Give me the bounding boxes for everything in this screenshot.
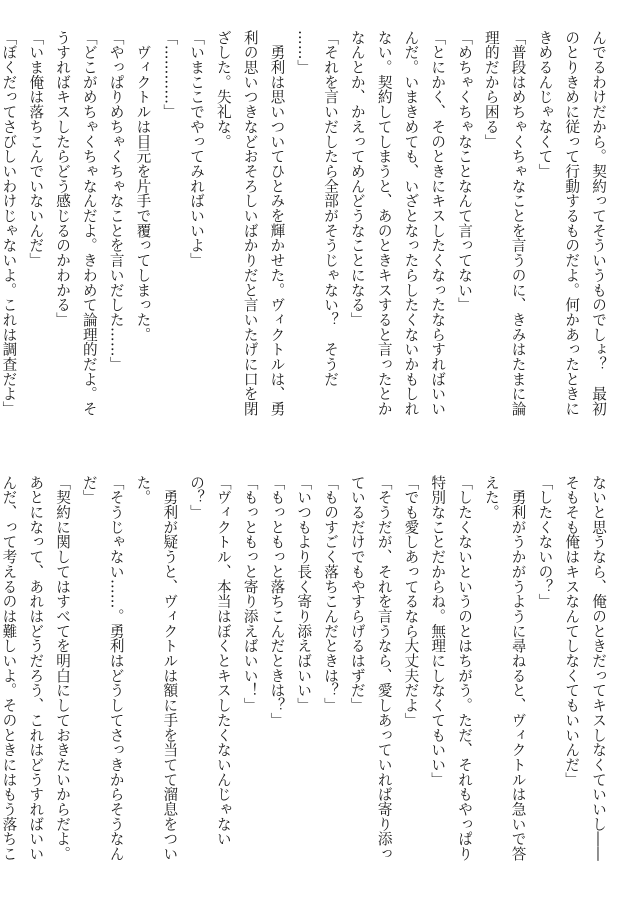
- text-line: 「そうじゃない……。勇利はどうしてさっきからそうなん: [107, 475, 125, 862]
- text-line: 「ぼくだってさびしいわけじゃないよ。これは調査だよ」: [0, 30, 18, 417]
- text-line: えた。: [482, 475, 500, 520]
- text-line: 「もっともっと落ちこんだときは？」: [268, 475, 286, 728]
- text-line: んでるわけだから。契約ってそういうものでしょ？ 最初: [590, 30, 607, 417]
- text-line: んだ。いまきめても、いざとなったらしたくないかもしれ: [402, 30, 420, 417]
- text-line: 勇利が疑うと、ヴィクトルは額に手を当てて溜息をつい: [161, 475, 179, 862]
- text-line: ……」: [295, 30, 313, 75]
- text-line: 「もっともっと寄り添えばいい！」: [241, 475, 259, 713]
- text-line: 「とにかく、そのときにキスしたくなったならすればいい: [429, 30, 447, 417]
- text-line: のとりきめに従って行動するものだよ。何かあったときに: [563, 30, 581, 417]
- text-line: 「したくないの？」: [536, 475, 554, 609]
- lower-text-block: [0, 475, 611, 885]
- text-line: 「めちゃくちゃなことなんて言ってない」: [456, 30, 474, 313]
- text-line: 理的だから困る」: [482, 30, 500, 149]
- text-line: 特別なことだからね。無理にしなくてもいい」: [429, 475, 447, 787]
- text-line: ているだけでもやすらげるはずだ」: [348, 475, 366, 713]
- text-line: ない。契約してしまうと、あのときキスすると言ったとか: [375, 30, 393, 417]
- text-line: 勇利は思いついてひとみを輝かせた。ヴィクトルは、勇: [268, 30, 286, 417]
- text-line: うすればキスしたらどう感じるのかわかる」: [54, 30, 72, 327]
- text-line: 「いつもより長く寄り添えばいい」: [295, 475, 313, 713]
- text-line: なんとか、かえってめんどうなことになる」: [348, 30, 366, 327]
- text-line: 「ものすごく落ちこんだときは？」: [322, 475, 340, 713]
- text-line: んだ、って考えるのは難しいよ。そのときにはもう落ちこ: [0, 475, 18, 862]
- text-line: た。: [134, 475, 152, 505]
- text-line: 「ヴィクトル、本当はぼくとキスしたくないんじゃない: [214, 475, 232, 847]
- text-line: 利の思いつきなどおそろしいばかりだと言いたげに口を閉: [241, 30, 259, 417]
- text-line: 「いま俺は落ちこんでいないんだ」: [27, 30, 45, 268]
- text-line: 「普段はめちゃくちゃなことを言うのに、きみはたまに論: [509, 30, 527, 417]
- text-line: 「それを言いだしたら全部がそうじゃない？ そうだ: [322, 30, 340, 387]
- text-line: きめるんじゃなくて」: [536, 30, 554, 179]
- text-line: だ」: [80, 475, 98, 505]
- text-line: そもそも俺はキスなんてしなくてもいいんだ」: [563, 475, 581, 787]
- text-line: ヴィクトルは目元を片手で覆ってしまった。: [134, 30, 152, 342]
- text-line: あとになって、あれはどうだろう、これはどうすればいい: [27, 475, 45, 862]
- text-line: の？」: [188, 475, 206, 520]
- upper-text-block: [0, 30, 611, 440]
- text-line: 「でも愛しあってるなら大丈夫だよ」: [402, 475, 420, 728]
- text-line: 「そうだが、それを言うなら、愛しあっていれば寄り添っ: [375, 475, 393, 862]
- text-line: ないと思うなら、俺のときだってキスしなくていいし――: [590, 475, 607, 862]
- text-line: 「やっぱりめちゃくちゃなことを言いだした……」: [107, 30, 125, 372]
- text-line: 勇利がうかがうように尋ねると、ヴィクトルは急いで答: [509, 475, 527, 862]
- text-line: 「どこがめちゃくちゃなんだよ。きわめて論理的だよ。そ: [80, 30, 98, 417]
- text-line: 「契約に関してはすべてを明白にしておきたいからだよ。: [54, 475, 72, 862]
- text-line: 「したくないというのとはちがう。ただ、それもやっぱり: [456, 475, 474, 862]
- text-line: 「…………」: [161, 30, 179, 120]
- text-line: 「いまここでやってみればいいよ」: [188, 30, 206, 268]
- text-line: ざした。失礼な。: [214, 30, 232, 149]
